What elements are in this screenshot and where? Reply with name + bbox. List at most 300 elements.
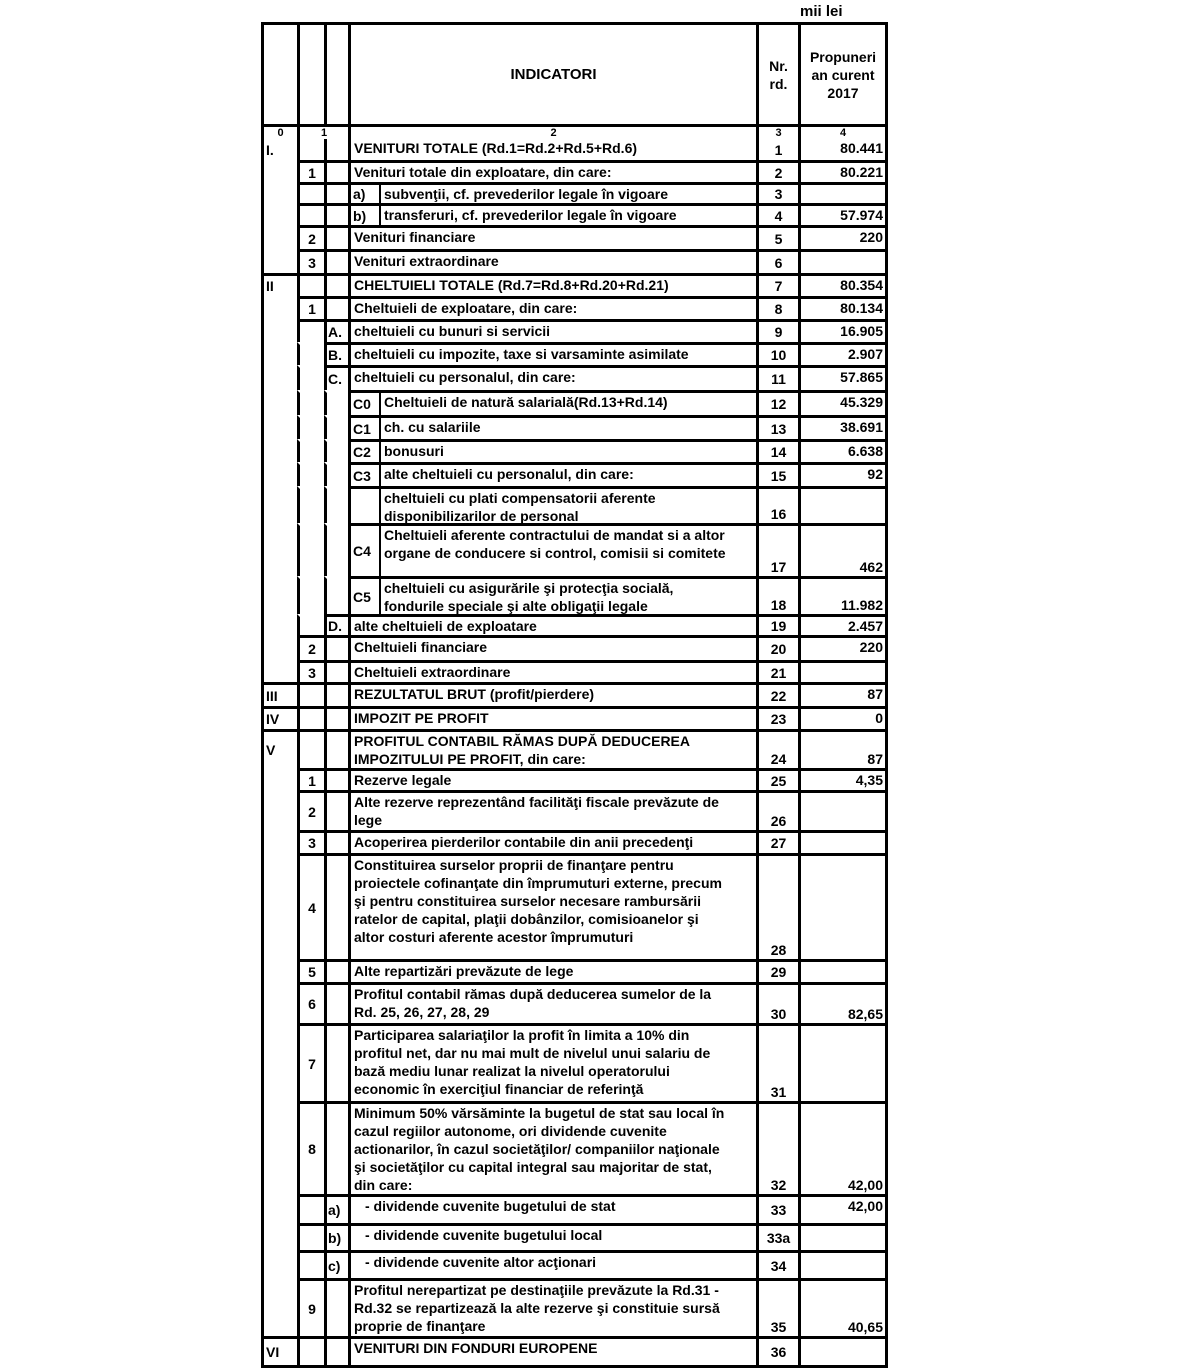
item-number [297, 682, 324, 706]
item-number [297, 365, 324, 390]
item-number: 4 [297, 853, 324, 959]
row-number: 25 [756, 768, 798, 790]
indicator-cell [348, 523, 756, 576]
proposal-value: 220 [798, 225, 885, 249]
sub-letter: b) [324, 1223, 348, 1250]
sub-code: C0 [351, 393, 381, 415]
indicator-text: Cheltuieli aferente contractului de mandat si a altor organe de conducere si control, comisii si comitete [384, 527, 726, 561]
row-number: 4 [756, 203, 798, 225]
table-row [264, 576, 885, 614]
section-number [264, 160, 297, 182]
col-index: 2 [348, 124, 756, 139]
sub-letter [324, 982, 348, 1023]
indicator-text: Constituirea surselor proprii de finanţare pentru proiectele cofinanţate din împrumuturi externe, precum şi pentru constituirea surselor necesare rambursării ratelor de capital, plaţii dobânzilor, comisioanelor şi altor costuri aferente acestor împrumuturi [354, 857, 722, 945]
section-number [264, 203, 297, 225]
section-number [264, 182, 297, 203]
row-number: 9 [756, 319, 798, 342]
item-number [297, 319, 324, 342]
indicator-text: Venituri extraordinare [354, 253, 499, 269]
proposal-value: 42,00 [798, 1101, 885, 1194]
column-index-row [264, 124, 885, 139]
proposal-value: 4,35 [798, 768, 885, 790]
indicator-text: cheltuieli cu asigurările şi protecţia socială, fondurile speciale şi alte obligaţii legale [384, 580, 674, 614]
proposal-value [798, 830, 885, 853]
section-number [264, 1101, 297, 1194]
table-row [264, 365, 885, 390]
row-number: 12 [756, 390, 798, 415]
indicator-text: IMPOZIT PE PROFIT [354, 710, 489, 726]
header-nr: Nr. rd. [756, 25, 798, 124]
sub-letter: D. [324, 614, 348, 635]
row-number: 17 [756, 523, 798, 576]
header-col-0 [264, 25, 297, 124]
section-number [264, 635, 297, 660]
indicator-cell [348, 635, 756, 660]
proposal-value: 92 [798, 462, 885, 486]
indicator-cell [348, 273, 756, 296]
indicator-cell [348, 225, 756, 249]
item-number: 8 [297, 1101, 324, 1194]
table-row [264, 160, 885, 182]
sub-letter: B. [324, 342, 348, 365]
indicator-cell [348, 139, 756, 160]
indicator-text: Venituri totale din exploatare, din care: [354, 164, 612, 180]
proposal-value: 2.457 [798, 614, 885, 635]
table-row [264, 660, 885, 682]
table-row [264, 1223, 885, 1250]
sub-code: C1 [351, 418, 381, 439]
indicator-cell [348, 1223, 756, 1250]
indicator-text: cheltuieli cu bunuri si servicii [354, 323, 551, 339]
table-row [264, 1023, 885, 1101]
section-number [264, 1223, 297, 1250]
row-number: 5 [756, 225, 798, 249]
indicator-cell [348, 1278, 756, 1336]
indicator-text: Cheltuieli extraordinare [354, 664, 511, 680]
row-number: 20 [756, 635, 798, 660]
indicator-cell [348, 1101, 756, 1194]
indicator-text: Participarea salariaţilor la profit în limita a 10% din profitul net, dar nu mai mult de nivelul unui salariu de bază mediu lunar realizat la nivelul operatorului economic în exerciţiul financiar de referinţă [354, 1027, 711, 1097]
indicator-text: PROFITUL CONTABIL RĂMAS DUPĂ DEDUCEREA IMPOZITULUI PE PROFIT, din care: [354, 733, 691, 767]
proposal-value: 87 [798, 682, 885, 706]
row-number: 16 [756, 486, 798, 523]
proposal-value [798, 1023, 885, 1101]
section-number [264, 462, 297, 486]
table-row [264, 273, 885, 296]
indicator-cell [348, 160, 756, 182]
sub-letter [324, 486, 348, 523]
row-number: 33a [756, 1223, 798, 1250]
indicator-cell [348, 296, 756, 319]
table-row [264, 182, 885, 203]
proposal-value: 6.638 [798, 439, 885, 462]
table-row [264, 203, 885, 225]
table-row [264, 790, 885, 830]
row-number: 19 [756, 614, 798, 635]
section-number [264, 342, 297, 365]
sub-letter [324, 439, 348, 462]
table-row [264, 523, 885, 576]
proposal-value: 80.134 [798, 296, 885, 319]
row-number: 33 [756, 1194, 798, 1223]
sub-letter [324, 139, 348, 160]
item-number: 1 [297, 768, 324, 790]
table-row [264, 682, 885, 706]
proposal-value: 57.974 [798, 203, 885, 225]
section-number: V [264, 729, 297, 768]
row-number: 14 [756, 439, 798, 462]
item-number [297, 1223, 324, 1250]
section-number [264, 390, 297, 415]
item-number: 3 [297, 249, 324, 273]
indicator-cell [348, 614, 756, 635]
proposal-value: 80.354 [798, 273, 885, 296]
table-row [264, 1250, 885, 1278]
sub-letter [324, 660, 348, 682]
section-number [264, 959, 297, 982]
table-row [264, 296, 885, 319]
section-number: I. [266, 141, 274, 158]
col-index: 4 [798, 124, 885, 139]
item-number [297, 523, 324, 576]
proposal-value [798, 182, 885, 203]
sub-letter [324, 203, 348, 225]
indicator-text: Acoperirea pierderilor contabile din anii precedenţi [354, 834, 694, 850]
section-number: IV [264, 706, 297, 729]
table-row [264, 706, 885, 729]
section-number [264, 830, 297, 853]
indicator-cell [348, 790, 756, 830]
row-number: 22 [756, 682, 798, 706]
indicator-cell [348, 729, 756, 768]
row-number: 10 [756, 342, 798, 365]
sub-letter [324, 830, 348, 853]
sub-letter [324, 249, 348, 273]
col-index: 3 [756, 124, 798, 139]
indicator-cell [348, 365, 756, 390]
indicator-cell [348, 1250, 756, 1278]
item-number [297, 1194, 324, 1223]
section-number [264, 249, 297, 273]
table-row [264, 1278, 885, 1336]
proposal-value [798, 853, 885, 959]
table-row [264, 959, 885, 982]
sub-letter [324, 635, 348, 660]
row-number: 21 [756, 660, 798, 682]
row-number: 3 [756, 182, 798, 203]
col-index: 0 [264, 124, 297, 139]
sub-letter [324, 1278, 348, 1336]
table-row [264, 614, 885, 635]
indicator-text: Cheltuieli financiare [354, 639, 488, 655]
row-number: 30 [756, 982, 798, 1023]
row-number: 36 [756, 1336, 798, 1365]
row-number: 32 [756, 1101, 798, 1194]
indicator-text: Cheltuieli de natură salarială(Rd.13+Rd.14) [384, 394, 668, 410]
item-number: 7 [297, 1023, 324, 1101]
indicator-cell [348, 853, 756, 959]
indicator-text: - dividende cuvenite bugetului local [365, 1227, 603, 1243]
sub-letter [324, 1023, 348, 1101]
item-number [297, 203, 324, 225]
proposal-value [798, 1336, 885, 1365]
proposal-value: 80.441 [798, 139, 885, 160]
indicator-text: - dividende cuvenite altor acţionari [365, 1254, 597, 1270]
indicator-text: CHELTUIELI TOTALE (Rd.7=Rd.8+Rd.20+Rd.21) [354, 277, 669, 293]
item-number [297, 439, 324, 462]
indicator-text: Alte repartizări prevăzute de lege [354, 963, 574, 979]
sub-letter [324, 182, 348, 203]
indicator-text: Minimum 50% vărsăminte la bugetul de stat sau local în cazul regiilor autonome, ori dividende cuvenite actionarilor, în cazul societăţilor/ companiilor naţionale şi societăţilor cu capital integral sau majoritar de stat, din care: [354, 1105, 725, 1193]
section-number [264, 768, 297, 790]
table-row [264, 982, 885, 1023]
indicator-cell [348, 706, 756, 729]
indicator-cell [348, 982, 756, 1023]
indicator-cell [348, 768, 756, 790]
row-number: 13 [756, 415, 798, 439]
indicator-text: VENITURI TOTALE (Rd.1=Rd.2+Rd.5+Rd.6) [354, 140, 638, 156]
item-number [297, 614, 324, 635]
item-number [297, 342, 324, 365]
table-header [264, 25, 885, 124]
indicator-text: Rezerve legale [354, 772, 452, 788]
indicator-cell [348, 1336, 756, 1365]
item-number: 1 [297, 160, 324, 182]
indicator-text: Cheltuieli de exploatare, din care: [354, 300, 578, 316]
indicator-text: cheltuieli cu impozite, taxe si varsaminte asimilate [354, 346, 689, 362]
indicator-cell [348, 390, 756, 415]
indicator-cell [348, 415, 756, 439]
item-number [297, 1336, 324, 1365]
sub-code [351, 489, 381, 523]
section-number: III [264, 682, 297, 706]
sub-code: C2 [351, 442, 381, 462]
sub-letter [324, 790, 348, 830]
row-number: 24 [756, 729, 798, 768]
sub-letter: c) [324, 1250, 348, 1278]
indicator-text: subvenţii, cf. prevederilor legale în vigoare [384, 186, 668, 202]
indicator-cell [348, 576, 756, 614]
row-number: 2 [756, 160, 798, 182]
item-number: 2 [297, 225, 324, 249]
indicator-text: Venituri financiare [354, 229, 476, 245]
item-number: 6 [297, 982, 324, 1023]
indicator-cell [348, 959, 756, 982]
indicator-text: Alte rezerve reprezentând facilităţi fiscale prevăzute de lege [354, 794, 719, 828]
sub-letter [324, 296, 348, 319]
sub-code: b) [351, 206, 381, 225]
item-number: 3 [297, 830, 324, 853]
proposal-value: 57.865 [798, 365, 885, 390]
indicator-cell [348, 682, 756, 706]
sub-letter: C. [324, 365, 348, 390]
item-number [297, 576, 324, 614]
proposal-value: 11.982 [798, 576, 885, 614]
item-number [297, 390, 324, 415]
table-row [264, 1194, 885, 1223]
item-number [297, 273, 324, 296]
section-number [264, 365, 297, 390]
sub-letter [324, 160, 348, 182]
sub-letter [324, 1336, 348, 1365]
sub-code: C4 [351, 526, 381, 576]
section-number [264, 614, 297, 635]
section-number [264, 982, 297, 1023]
section-number [264, 439, 297, 462]
proposal-value [798, 959, 885, 982]
proposal-value: 2.907 [798, 342, 885, 365]
table-row [264, 139, 885, 160]
indicator-text: VENITURI DIN FONDURI EUROPENE [354, 1340, 598, 1356]
table-row [264, 729, 885, 768]
row-number: 8 [756, 296, 798, 319]
indicator-cell [348, 830, 756, 853]
section-number [264, 790, 297, 830]
sub-letter [324, 273, 348, 296]
proposal-value [798, 660, 885, 682]
row-number: 7 [756, 273, 798, 296]
section-number [264, 1278, 297, 1336]
indicator-cell [348, 249, 756, 273]
item-number [297, 706, 324, 729]
sub-letter [324, 576, 348, 614]
proposal-value: 0 [798, 706, 885, 729]
section-number: VI [264, 1336, 297, 1365]
proposal-value: 82,65 [798, 982, 885, 1023]
sub-letter [324, 706, 348, 729]
table-row [264, 249, 885, 273]
table-row [264, 768, 885, 790]
row-number: 1 [756, 139, 798, 160]
row-number: 11 [756, 365, 798, 390]
unit-label: mii lei [800, 3, 843, 20]
section-number [264, 486, 297, 523]
header-proposal: Propuneri an curent 2017 [798, 25, 885, 124]
indicator-text: cheltuieli cu personalul, din care: [354, 369, 576, 385]
item-number [297, 415, 324, 439]
indicator-text: Profitul contabil rămas după deducerea sumelor de la Rd. 25, 26, 27, 28, 29 [354, 986, 712, 1020]
indicator-text: transferuri, cf. prevederilor legale în vigoare [384, 207, 677, 223]
indicator-text: Profitul nerepartizat pe destinaţiile prevăzute la Rd.31 - Rd.32 se repartizează la alte rezerve şi constituie sursă proprie de finanţare [354, 1282, 720, 1334]
item-number [297, 462, 324, 486]
indicator-cell [348, 462, 756, 486]
sub-letter: a) [324, 1194, 348, 1223]
sub-letter [324, 390, 348, 415]
table-row [264, 635, 885, 660]
section-number [264, 1250, 297, 1278]
sub-code: C5 [351, 579, 381, 614]
row-number: 15 [756, 462, 798, 486]
item-number: 5 [297, 959, 324, 982]
sub-letter: A. [324, 319, 348, 342]
indicator-cell [348, 203, 756, 225]
sub-code: a) [351, 185, 381, 203]
proposal-value: 38.691 [798, 415, 885, 439]
indicator-text: cheltuieli cu plati compensatorii aferente disponibilizarilor de personal [384, 490, 656, 523]
proposal-value [798, 790, 885, 830]
indicator-cell [348, 319, 756, 342]
section-number [264, 523, 297, 576]
sub-code: C3 [351, 465, 381, 486]
table-row [264, 439, 885, 462]
section-number [264, 1023, 297, 1101]
item-number [297, 729, 324, 768]
row-number: 26 [756, 790, 798, 830]
row-number: 27 [756, 830, 798, 853]
indicator-text: ch. cu salariile [384, 419, 481, 435]
indicator-cell [348, 660, 756, 682]
sub-letter [324, 959, 348, 982]
proposal-value: 40,65 [798, 1278, 885, 1336]
row-number: 6 [756, 249, 798, 273]
sub-letter [324, 523, 348, 576]
section-number [264, 1194, 297, 1223]
sub-letter [324, 1101, 348, 1194]
table-row [264, 342, 885, 365]
proposal-value: 462 [798, 523, 885, 576]
sub-letter [324, 682, 348, 706]
section-number: II [264, 273, 297, 296]
row-number: 18 [756, 576, 798, 614]
indicator-text: - dividende cuvenite bugetului de stat [365, 1198, 616, 1214]
indicator-text: alte cheltuieli de exploatare [354, 618, 537, 634]
indicator-cell [348, 1023, 756, 1101]
proposal-value: 45.329 [798, 390, 885, 415]
indicator-cell [348, 182, 756, 203]
proposal-value [798, 249, 885, 273]
proposal-value: 220 [798, 635, 885, 660]
sub-letter [324, 415, 348, 439]
row-number: 35 [756, 1278, 798, 1336]
section-number [264, 660, 297, 682]
header-indicators: INDICATORI [348, 25, 756, 124]
budget-table [261, 22, 888, 1368]
table-row [264, 486, 885, 523]
item-number: 2 [297, 635, 324, 660]
item-number [297, 139, 324, 160]
item-number [297, 182, 324, 203]
item-number [297, 486, 324, 523]
sub-letter [324, 853, 348, 959]
table-row [264, 225, 885, 249]
sub-letter [324, 225, 348, 249]
section-number [264, 415, 297, 439]
table-row [264, 830, 885, 853]
indicator-text: alte cheltuieli cu personalul, din care: [384, 466, 634, 482]
item-number: 1 [297, 296, 324, 319]
indicator-cell [348, 439, 756, 462]
item-number: 3 [297, 660, 324, 682]
sub-letter [324, 768, 348, 790]
section-number [264, 296, 297, 319]
proposal-value [798, 1250, 885, 1278]
header-col-1 [297, 25, 324, 124]
table-row [264, 415, 885, 439]
row-number: 23 [756, 706, 798, 729]
table-row [264, 1336, 885, 1365]
proposal-value: 16.905 [798, 319, 885, 342]
row-number: 29 [756, 959, 798, 982]
proposal-value [798, 486, 885, 523]
row-number: 28 [756, 853, 798, 959]
row-number: 34 [756, 1250, 798, 1278]
header-col-2 [324, 25, 348, 124]
section-number [264, 576, 297, 614]
proposal-value: 87 [798, 729, 885, 768]
sub-letter [324, 462, 348, 486]
table-row [264, 1101, 885, 1194]
table-row [264, 853, 885, 959]
